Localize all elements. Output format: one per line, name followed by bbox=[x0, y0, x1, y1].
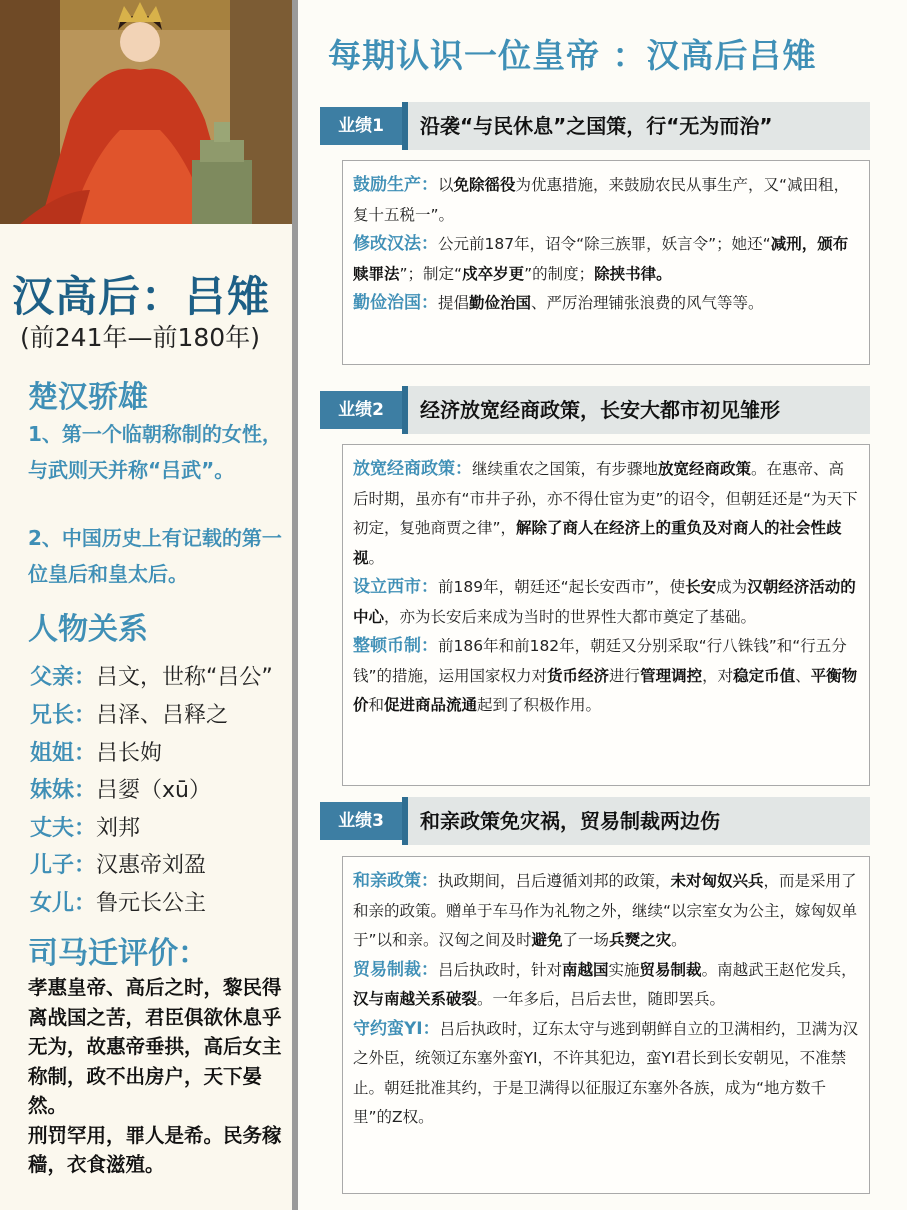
section-title-evaluation: 司马迁评价： bbox=[28, 936, 208, 971]
section-content-box bbox=[342, 444, 870, 786]
relation-row bbox=[30, 848, 206, 879]
paragraph-key: 鼓励生产： bbox=[353, 175, 438, 195]
paragraph-key: 守约蛮YI： bbox=[353, 1018, 440, 1039]
empress-illustration bbox=[0, 0, 292, 224]
paragraph: 整顿币制：前186年和前182年，朝廷又分别采取“行八铢钱”和“行五分钱”的措施，运用国家权力对货币经济进行管理调控，对稳定币值、平衡物价和促进商品流通起到了积极作用。 bbox=[353, 636, 858, 714]
right-column bbox=[298, 0, 907, 1210]
relation-row bbox=[30, 698, 228, 729]
section-heading: 和亲政策免灾祸，贸易制裁两边伤 bbox=[408, 797, 870, 845]
relation-key: 兄长： bbox=[30, 703, 97, 728]
paragraph: 修改汉法：公元前187年，诏令“除三族罪，妖言令”；她还“减刑，颁布赎罪法”；制定“戍卒岁更”的制度；除挟书律。 bbox=[353, 234, 849, 283]
section-tag: 业绩1 bbox=[320, 107, 402, 145]
section-content-box bbox=[342, 856, 870, 1194]
relation-row bbox=[30, 773, 211, 804]
quote-part-1: 孝惠皇帝、高后之时，黎民得离战国之苦，君臣俱欲休息乎无为，故惠帝垂拱，高后女主称制，政不出房户，天下晏然。 bbox=[28, 976, 282, 1117]
section-title-chuhan: 楚汉骄雄 bbox=[28, 380, 148, 415]
paragraph-key: 贸易制裁： bbox=[353, 959, 438, 980]
paragraph-key: 设立西市： bbox=[353, 577, 438, 597]
relation-value: 汉惠帝刘盈 bbox=[96, 853, 207, 878]
paragraph-key: 整顿币制： bbox=[353, 636, 438, 656]
relation-key: 父亲： bbox=[30, 665, 97, 690]
section-tag: 业绩3 bbox=[320, 802, 402, 840]
paragraph-key: 勤俭治国： bbox=[353, 293, 438, 313]
section-heading: 沿袭“与民休息”之国策，行“无为而治” bbox=[408, 102, 870, 150]
sima-qian-quote bbox=[28, 973, 290, 1180]
paragraph: 和亲政策：执政期间，吕后遵循刘邦的政策，未对匈奴兴兵，而是采用了和亲的政策。赠单于车马作为礼物之外，继续“以宗室女为公主，嫁匈奴单于”以和亲。汉匈之间及时避免了一场兵燹之灾。 bbox=[353, 871, 858, 949]
paragraph: 设立西市：前189年，朝廷还“起长安西市”，使长安成为汉朝经济活动的中心，亦为长安后来成为当时的世界性大都市奠定了基础。 bbox=[353, 577, 856, 626]
hero-years: (前241年—前180年) bbox=[20, 323, 260, 352]
paragraph: 鼓励生产：以免除徭役为优惠措施，来鼓励农民从事生产，又“减田租，复十五税一”。 bbox=[353, 175, 850, 224]
relation-key: 女儿： bbox=[30, 891, 97, 916]
relation-key: 丈夫： bbox=[30, 816, 97, 841]
relation-value: 吕长姁 bbox=[96, 741, 163, 766]
paragraph-key: 修改汉法： bbox=[353, 234, 438, 254]
relation-value: 吕媭（xū） bbox=[96, 778, 211, 803]
relation-row bbox=[30, 811, 140, 842]
relation-key: 妹妹： bbox=[30, 778, 97, 803]
paragraph: 放宽经商政策：继续重农之国策，有步骤地放宽经商政策。在惠帝、高后时期，虽亦有“市井子孙，亦不得仕宦为吏”的诏令，但朝廷还是“为天下初定，复弛商贾之律”，解除了商人在经济上的重负及对商人的社会性歧视。 bbox=[353, 459, 858, 567]
left-column bbox=[0, 0, 292, 1210]
section-title-relations: 人物关系 bbox=[28, 612, 148, 647]
section-content-box bbox=[342, 160, 870, 365]
empress-portrait bbox=[0, 0, 292, 224]
relation-value: 吕文，世称“吕公” bbox=[96, 665, 273, 690]
paragraph: 勤俭治国：提倡勤俭治国、严厉治理铺张浪费的风气等等。 bbox=[353, 293, 764, 313]
relation-row bbox=[30, 660, 273, 691]
relation-key: 姐姐： bbox=[30, 741, 97, 766]
quote-part-2: 刑罚罕用，罪人是希。民务稼穑，衣食滋殖。 bbox=[28, 1123, 282, 1176]
paragraph: 贸易制裁：吕后执政时，针对南越国实施贸易制裁。南越武王赵佗发兵，汉与南越关系破裂。一年多后，吕后去世，随即罢兵。 bbox=[353, 959, 857, 1008]
relation-value: 鲁元长公主 bbox=[96, 891, 207, 916]
achievement-2: 2、中国历史上有记载的第一位皇后和皇太后。 bbox=[28, 526, 282, 586]
paragraph-key: 和亲政策： bbox=[353, 871, 438, 891]
hero-name: 汉高后：吕雉 bbox=[12, 272, 271, 321]
paragraph-key: 放宽经商政策： bbox=[353, 459, 472, 479]
relation-row bbox=[30, 886, 206, 917]
achievement-1: 1、第一个临朝称制的女性，与武则天并称“吕武”。 bbox=[28, 422, 282, 482]
relation-value: 刘邦 bbox=[96, 816, 141, 841]
page-title: 每期认识一位皇帝 ：汉高后吕雉 bbox=[328, 36, 817, 75]
relation-key: 儿子： bbox=[30, 853, 97, 878]
relation-value: 吕泽、吕释之 bbox=[96, 703, 229, 728]
paragraph: 守约蛮YI：吕后执政时，辽东太守与逃到朝鲜自立的卫满相约，卫满为汉之外臣，统领辽东塞外蛮YI，不许其犯边，蛮YI君长到长安朝见，不准禁止。朝廷批准其约，于是卫满得以征服辽东塞外各族，成为“地方数千里”的Z权。 bbox=[353, 1018, 859, 1126]
relation-row bbox=[30, 736, 162, 767]
section-heading: 经济放宽经商政策，长安大都市初见雏形 bbox=[408, 386, 870, 434]
section-tag: 业绩2 bbox=[320, 391, 402, 429]
